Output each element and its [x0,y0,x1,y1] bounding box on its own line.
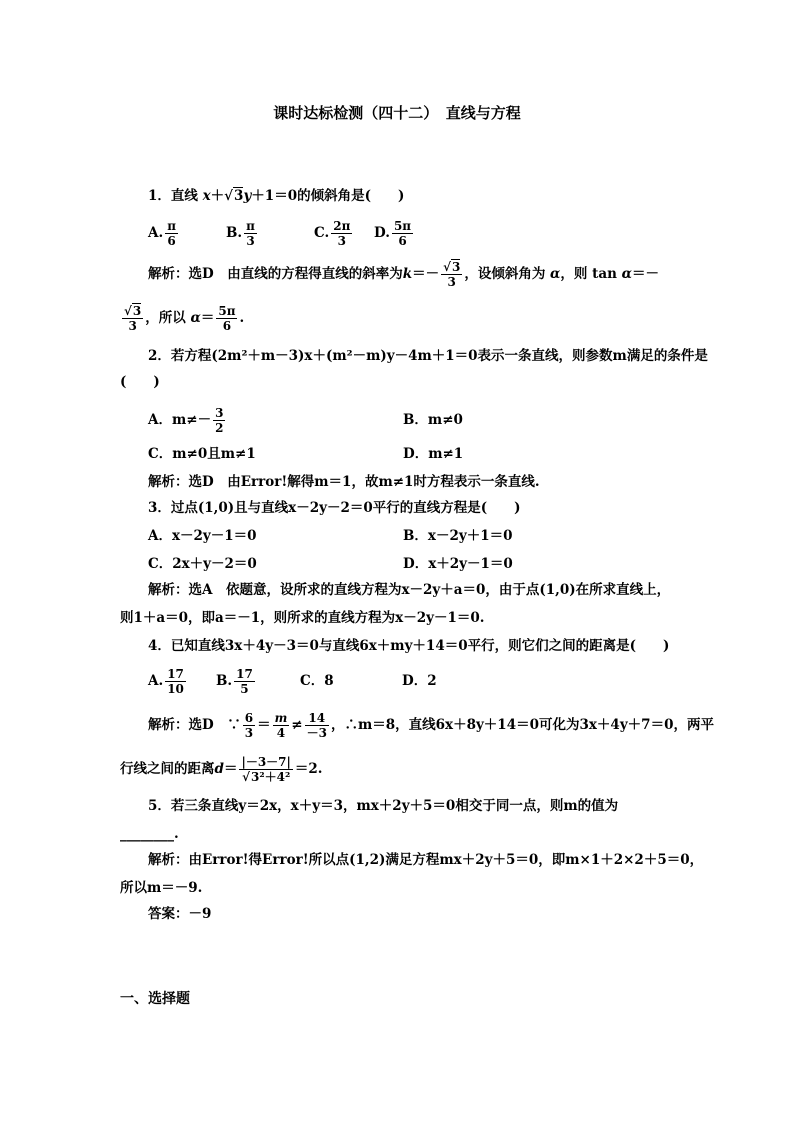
q5-solution-line2: 所以m＝－9. [120,880,203,896]
q1-option-a: A. $\frac{\pi}{6}$ [148,219,176,248]
q4-stem: 4．已知直线3x＋4y－3＝0与直线6x＋my＋14＝0平行，则它们之间的距离是( ) [148,638,670,654]
q1-option-b: B. $\frac{\pi}{3}$ [226,219,255,248]
q3-option-d: D．x＋2y－1＝0 [403,556,513,572]
q5-solution-line1: 解析：由Error!得Error!所以点(1,2)满足方程mx＋2y＋5＝0，即m×1＋2×2＋5＝0， [148,852,704,868]
q2-option-c: C．m≠0且m≠1 [148,446,256,462]
q3-stem: 3．过点(1,0)且与直线x－2y－2＝0平行的直线方程是( ) [148,500,521,516]
q2-option-b: B．m≠0 [403,412,463,428]
q2-solution: 解析：选D 由Error!解得m＝1，故m≠1时方程表示一条直线. [148,474,540,490]
q4-option-b: B. $\frac{17}{5}$ [216,667,253,696]
q3-solution-line1: 解析：选A 依题意，设所求的直线方程为x－2y＋a＝0，由于点(1,0)在所求直线上， [148,582,671,598]
q2-paren: ( ) [120,374,160,390]
q1-solution-line1: 解析：选D 由直线的方程得直线的斜率为k＝－ $\frac{√3}{3}$ ，设倾斜角为 α，则 tan α＝－ [148,260,660,289]
q4-solution-line1: 解析：选D ∵ $\frac{6}{3}$ ＝ $\frac{m}{4}$ ≠ $\frac{14}{-3}$ ，∴m＝8，直线6x＋8y＋14＝0可化为3x＋4y＋7＝0，两平 [148,711,714,740]
section-heading: 一、选择题 [120,991,190,1007]
q3-option-b: B．x－2y＋1＝0 [403,528,513,544]
q5-blank: ________. [120,826,179,842]
q2-option-d: D．m≠1 [403,446,464,462]
q1-option-c: C. $\frac{2\pi}{3}$ [314,219,351,248]
q2-option-a: A．m≠－ $\frac{3}{2}$ [148,406,224,435]
q1-option-d: D. $\frac{5\pi}{6}$ [374,219,412,248]
q3-option-c: C．2x＋y－2＝0 [148,556,257,572]
q3-solution-line2: 则1＋a＝0，即a＝－1，则所求的直线方程为x－2y－1＝0. [120,610,485,626]
q5-answer: 答案：－9 [148,906,212,922]
q4-option-d: D．2 [402,673,437,689]
q4-option-a: A. $\frac{17}{10}$ [148,667,184,696]
q5-stem: 5．若三条直线y＝2x，x＋y＝3，mx＋2y＋5＝0相交于同一点，则m的值为 [148,798,619,814]
q4-option-c: C．8 [300,673,334,689]
q1-stem: 1．直线 x＋√3y＋1＝0的倾斜角是( ) [148,188,405,204]
q4-solution-line2: 行线之间的距离d＝ $\frac{|-3-7|}{\text{√3²＋4²}}$ ＝2. [120,755,323,784]
page-title: 课时达标检测（四十二） 直线与方程 [273,104,521,122]
q3-option-a: A．x－2y－1＝0 [148,528,257,544]
q1-solution-line2: $\frac{√3}{3}$ ，所以 α＝ $\frac{5\pi}{6}$ . [124,304,245,333]
q2-stem: 2．若方程(2m²＋m－3)x＋(m²－m)y－4m＋1＝0表示一条直线，则参数m满足的条件是 [148,348,708,364]
